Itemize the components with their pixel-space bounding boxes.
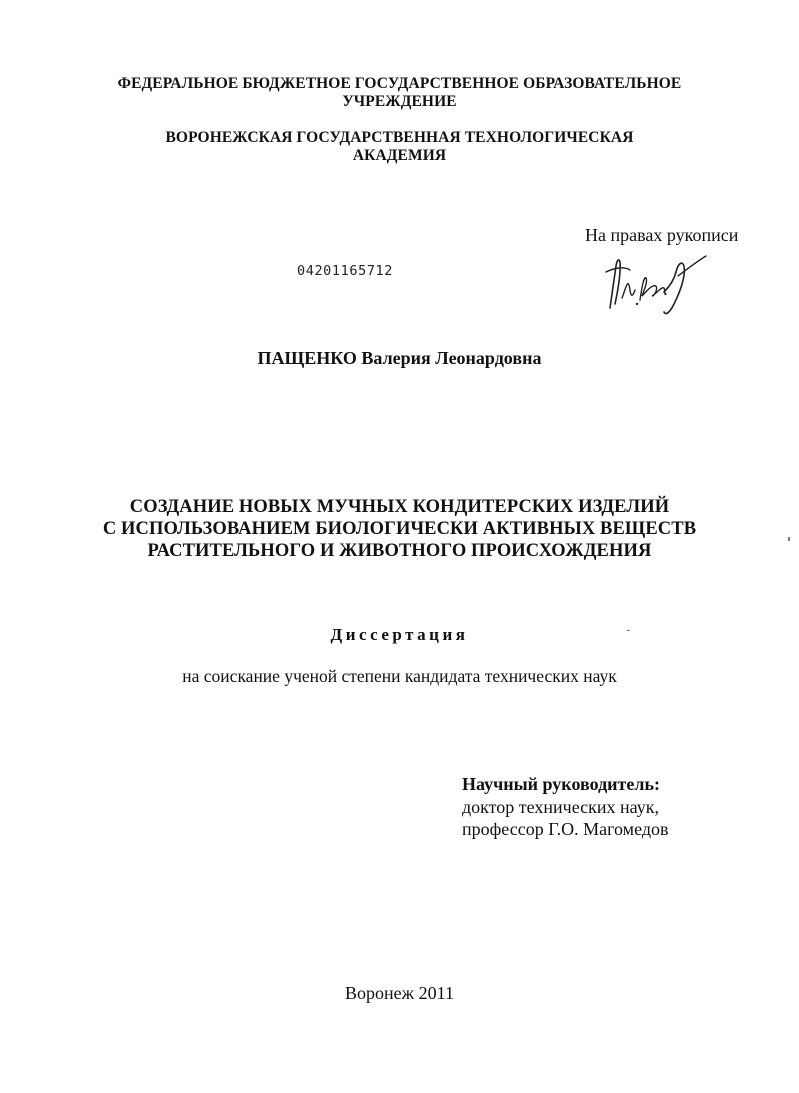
supervisor-degree: доктор технических наук, [462, 796, 659, 817]
scan-speck [788, 537, 790, 541]
handwritten-signature [600, 246, 710, 318]
title-line-1: СОЗДАНИЕ НОВЫХ МУЧНЫХ КОНДИТЕРСКИХ ИЗДЕЛИЙ [129, 497, 670, 517]
scan-speck [627, 630, 630, 631]
catalog-code: 04201165712 [297, 263, 394, 279]
author-name: ПАЩЕНКО Валерия Леонардовна [257, 348, 542, 368]
institution-header [0, 75, 799, 111]
dissertation-title [0, 496, 799, 562]
supervisor-label: Научный руководитель: [462, 774, 660, 794]
institution-line-1: ФЕДЕРАЛЬНОЕ БЮДЖЕТНОЕ ГОСУДАРСТВЕННОЕ ОБРАЗОВАТЕЛЬНОЕ [117, 75, 682, 92]
title-line-3: РАСТИТЕЛЬНОГО И ЖИВОТНОГО ПРОИСХОЖДЕНИЯ [147, 541, 652, 561]
institution-line-2: УЧРЕЖДЕНИЕ [342, 93, 457, 110]
document-type: Диссертация [330, 625, 469, 644]
place-and-year: Воронеж 2011 [345, 983, 454, 1003]
supervisor-name: профессор Г.О. Магомедов [462, 819, 669, 839]
academy-header [0, 129, 799, 165]
supervisor-block [462, 773, 668, 841]
degree-statement: на соискание ученой степени кандидата технических наук [182, 666, 617, 686]
title-line-2: С ИСПОЛЬЗОВАНИЕМ БИОЛОГИЧЕСКИ АКТИВНЫХ ВЕЩЕСТВ [102, 519, 697, 539]
manuscript-note: На правах рукописи [585, 225, 739, 245]
academy-line-2: АКАДЕМИЯ [352, 147, 447, 164]
academy-line-1: ВОРОНЕЖСКАЯ ГОСУДАРСТВЕННАЯ ТЕХНОЛОГИЧЕСКАЯ [165, 129, 634, 146]
